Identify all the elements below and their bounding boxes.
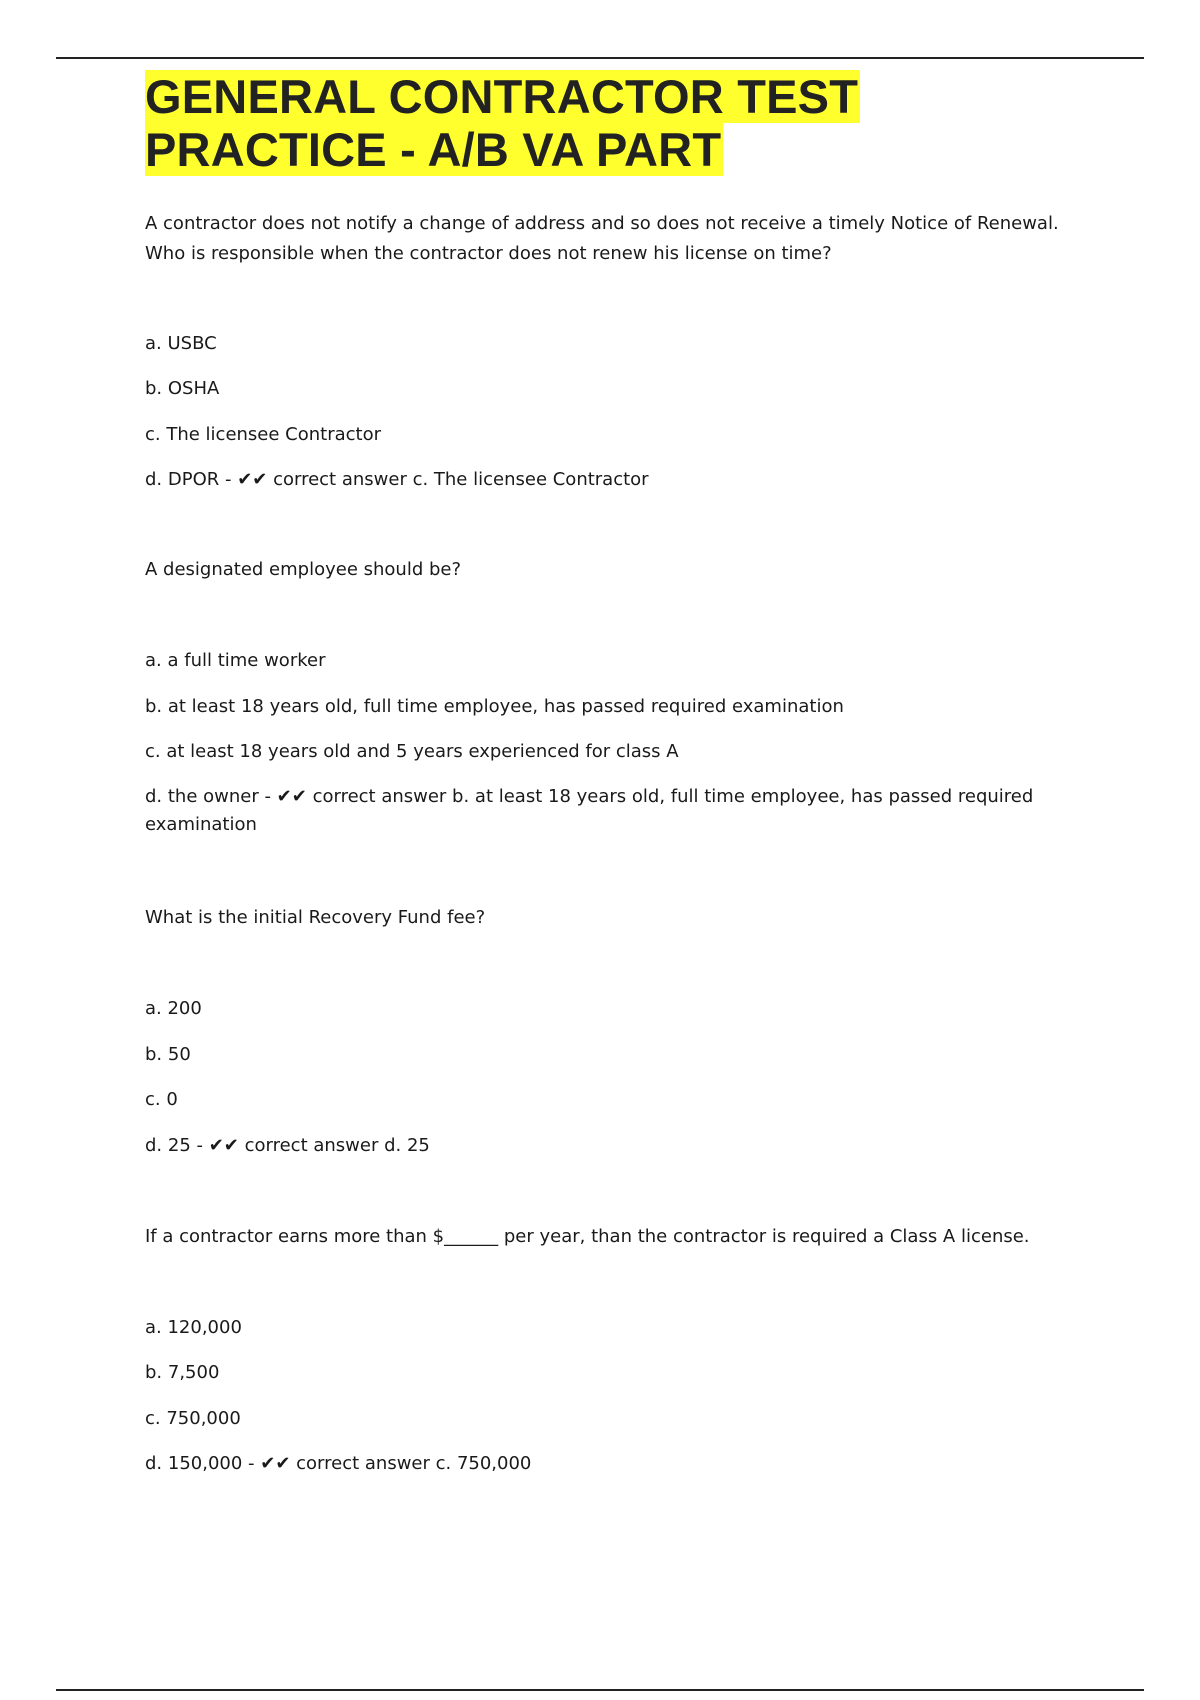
question-2-option-b: b. at least 18 years old, full time employee, has passed required examination xyxy=(145,696,844,717)
question-3-option-c: c. 0 xyxy=(145,1089,178,1110)
question-3-option-a: a. 200 xyxy=(145,998,202,1019)
question-1-option-d-answer: d. DPOR - ✔✔ correct answer c. The licensee Contractor xyxy=(145,469,649,490)
question-2-option-c: c. at least 18 years old and 5 years experienced for class A xyxy=(145,741,679,762)
question-2-text: A designated employee should be? xyxy=(145,559,462,580)
question-2-option-a: a. a full time worker xyxy=(145,650,326,671)
question-1-option-c: c. The licensee Contractor xyxy=(145,424,382,445)
question-2-option-d-answer: d. the owner - ✔✔ correct answer b. at least 18 years old, full time employee, has passed required examination xyxy=(145,786,1034,835)
question-3-text: What is the initial Recovery Fund fee? xyxy=(145,907,486,928)
title-line-1: GENERAL CONTRACTOR TEST xyxy=(145,70,859,123)
document-title xyxy=(145,70,1045,176)
question-4-option-a: a. 120,000 xyxy=(145,1317,242,1338)
question-1-text: A contractor does not notify a change of address and so does not receive a timely Notice of Renewal. Who is responsible when the contractor does not renew his license on time? xyxy=(145,213,1059,264)
question-3-option-b: b. 50 xyxy=(145,1044,191,1065)
top-divider xyxy=(56,57,1144,59)
question-4-option-c: c. 750,000 xyxy=(145,1408,241,1429)
question-4-text: If a contractor earns more than $______ per year, than the contractor is required a Class A license. xyxy=(145,1226,1030,1247)
title-line-2: PRACTICE - A/B VA PART xyxy=(145,123,722,176)
question-4-option-b: b. 7,500 xyxy=(145,1362,220,1383)
question-1-option-b: b. OSHA xyxy=(145,378,220,399)
bottom-divider xyxy=(56,1689,1144,1691)
question-4-option-d-answer: d. 150,000 - ✔✔ correct answer c. 750,000 xyxy=(145,1453,532,1474)
question-1-option-a: a. USBC xyxy=(145,333,217,354)
question-3-option-d-answer: d. 25 - ✔✔ correct answer d. 25 xyxy=(145,1135,430,1156)
